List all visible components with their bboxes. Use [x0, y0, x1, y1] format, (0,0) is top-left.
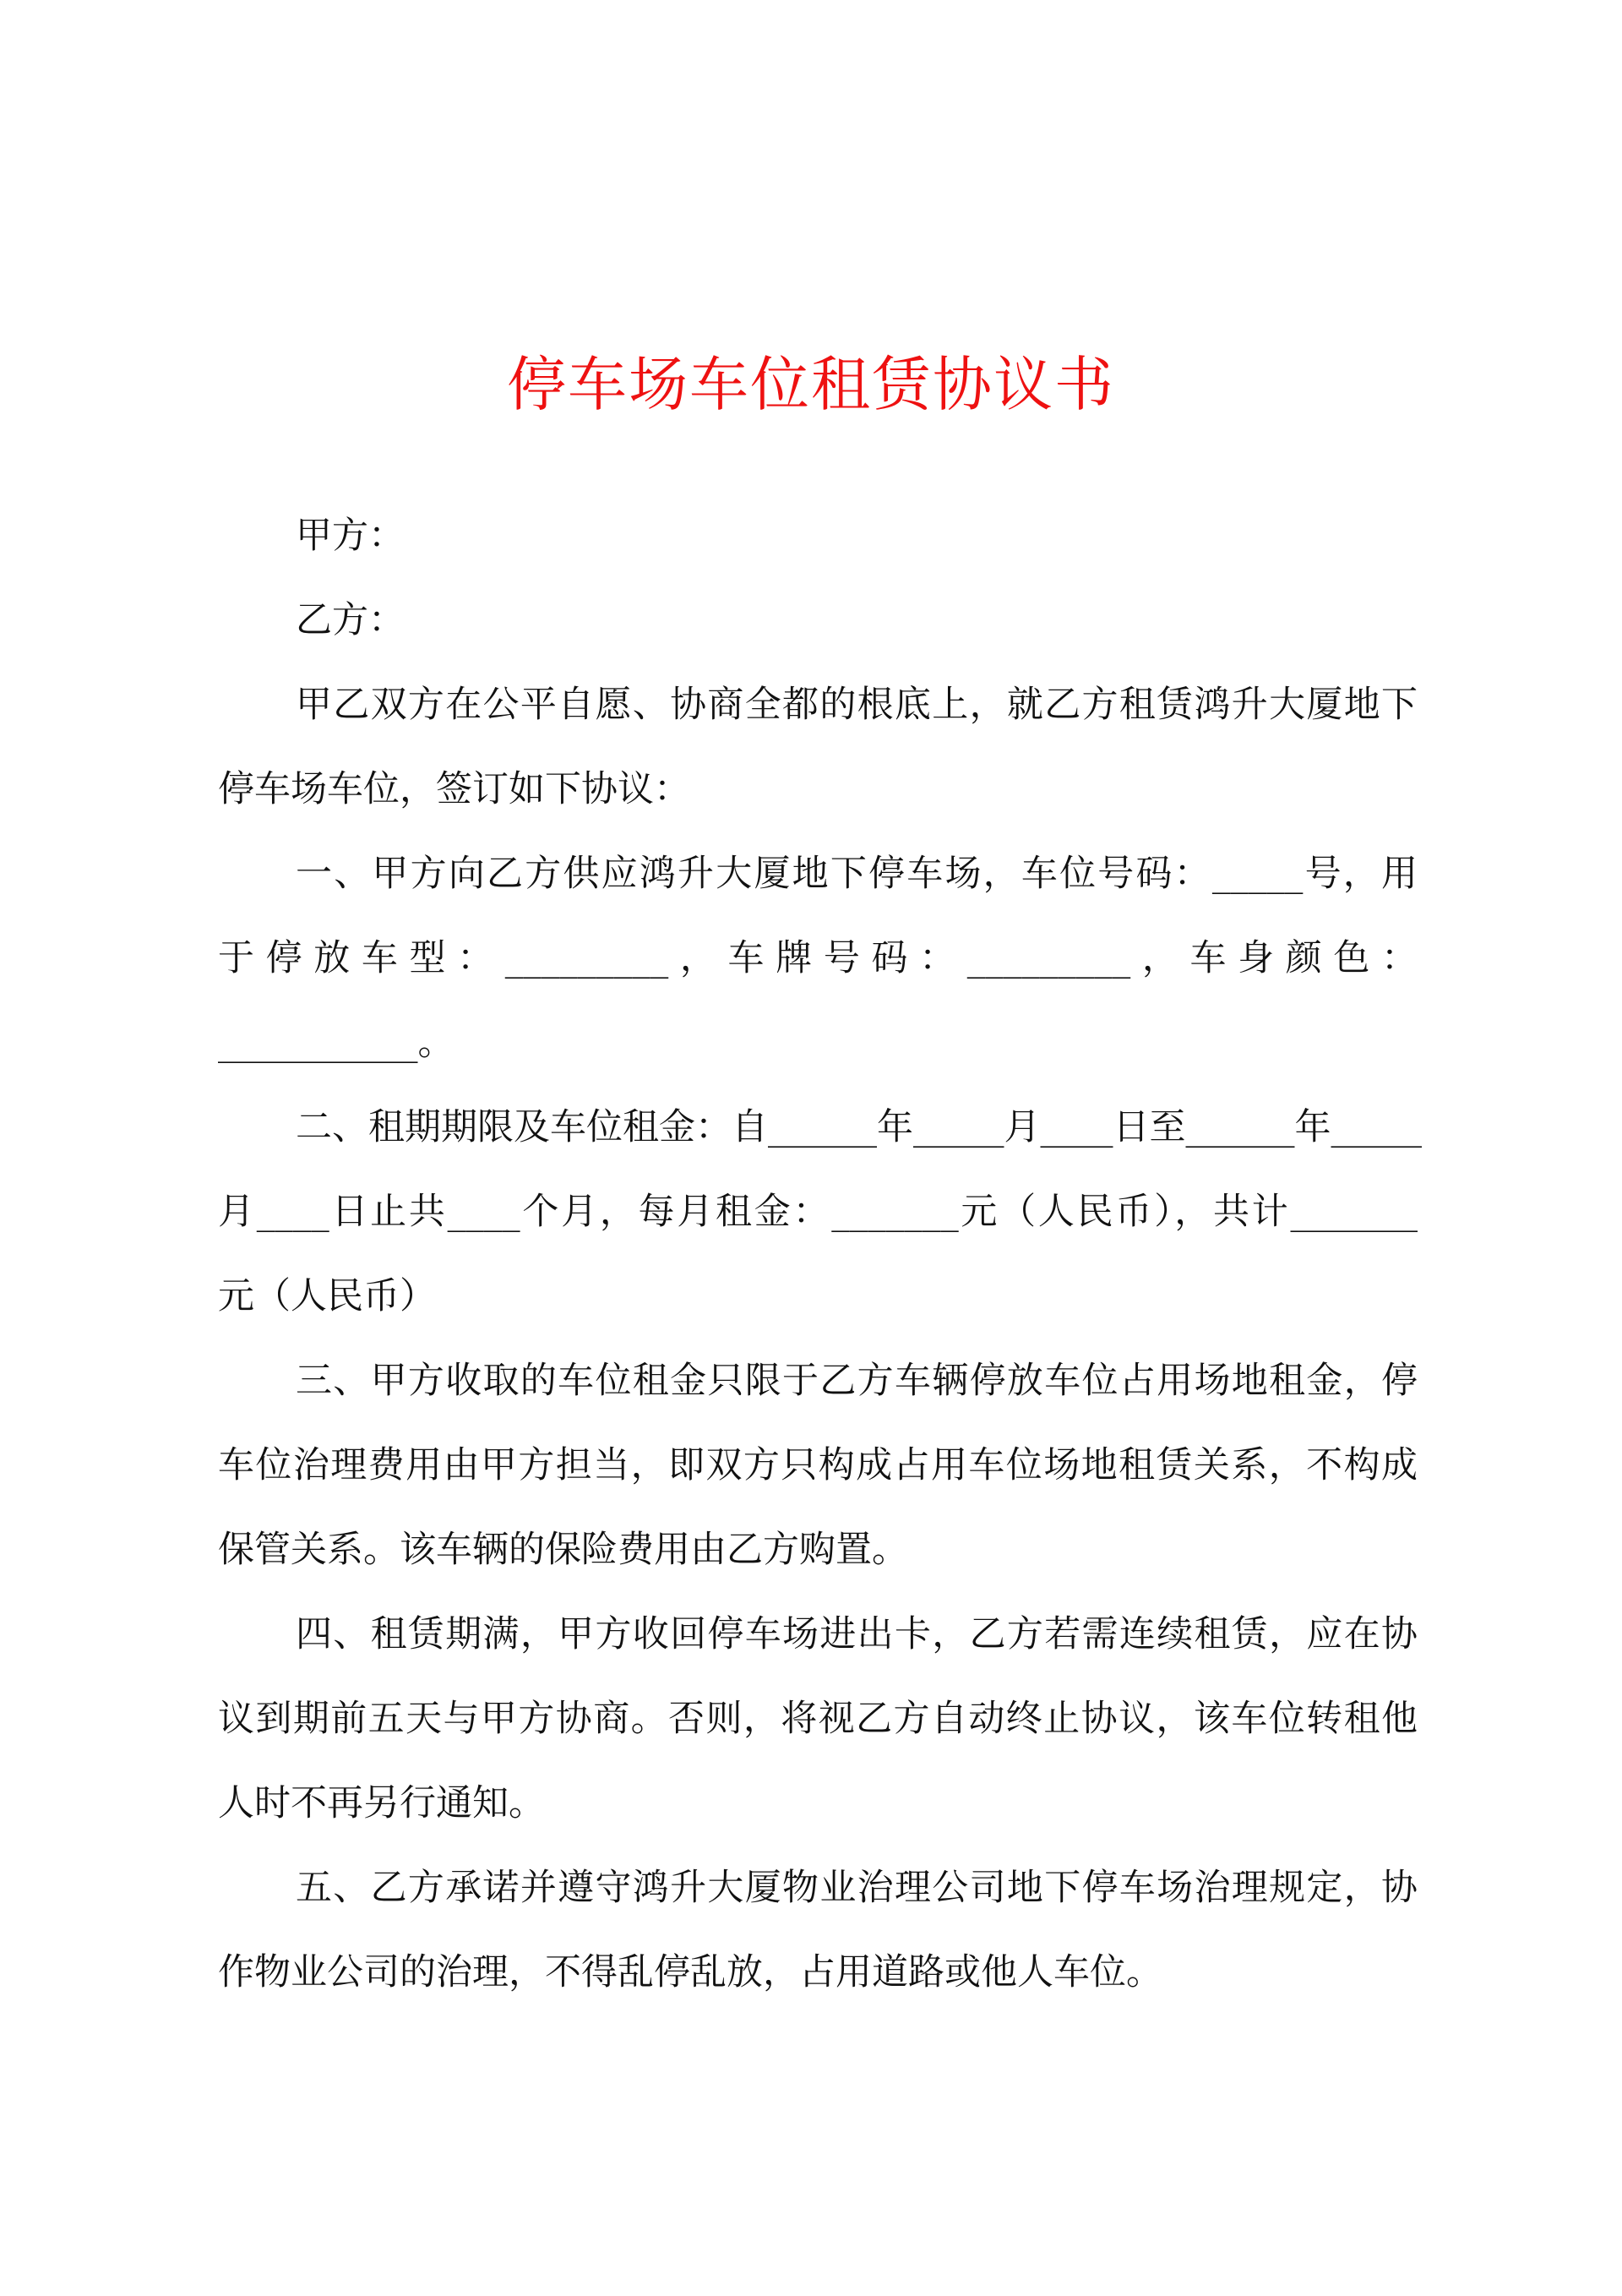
clause-1-line-1: 一、甲方向乙方供应鸿升大厦地下停车场，车位号码：_____号，用 — [296, 853, 1418, 895]
document-body — [218, 494, 1422, 2015]
preamble-line-1: 甲乙双方在公平自愿、协商全都的根底上，就乙方租赁鸿升大厦地下 — [296, 684, 1418, 726]
clause-5-line-1: 五、乙方承诺并遵守鸿升大厦物业治理公司地下停车场治理规定，协 — [296, 1867, 1418, 1909]
clause-4-line-1: 四、租赁期满，甲方收回停车场进出卡，乙方若需连续租赁，应在协 — [296, 1613, 1418, 1655]
clause-5-line-2: 作物业公司的治理，不得乱停乱放，占用道路或他人车位。 — [218, 1951, 1162, 1993]
party-b-line: 乙方： — [296, 599, 405, 641]
clause-3-line-2: 车位治理费用由甲方担当，即双方只构成占用车位场地租赁关系，不构成 — [218, 1444, 1418, 1486]
document-title: 停车场车位租赁协议书 — [507, 350, 1115, 419]
clause-1-line-2: 于停放车型：_________，车牌号码：_________，车身颜色： — [218, 937, 1418, 979]
clause-3-line-3: 保管关系。该车辆的保险费用由乙方购置。 — [218, 1529, 908, 1571]
clause-2-line-1: 二、租期期限及车位租金：自______年_____月____日至______年_____ — [296, 1106, 1422, 1148]
clause-2-line-2: 月____日止共____个月，每月租金：_______元（人民币），共计_______ — [218, 1191, 1418, 1233]
clause-1-line-3: ___________。 — [218, 1022, 454, 1064]
clause-4-line-2: 议到期前五天与甲方协商。否则，将视乙方自动终止协议，该车位转租他 — [218, 1698, 1418, 1740]
clause-3-line-1: 三、甲方收取的车位租金只限于乙方车辆停放车位占用场地租金，停 — [296, 1360, 1418, 1402]
party-a-line: 甲方： — [296, 515, 405, 557]
clause-4-line-3: 人时不再另行通知。 — [218, 1782, 545, 1824]
preamble-line-2: 停车场车位，签订如下协议： — [218, 768, 690, 810]
clause-2-line-3: 元（人民币） — [218, 1275, 436, 1317]
